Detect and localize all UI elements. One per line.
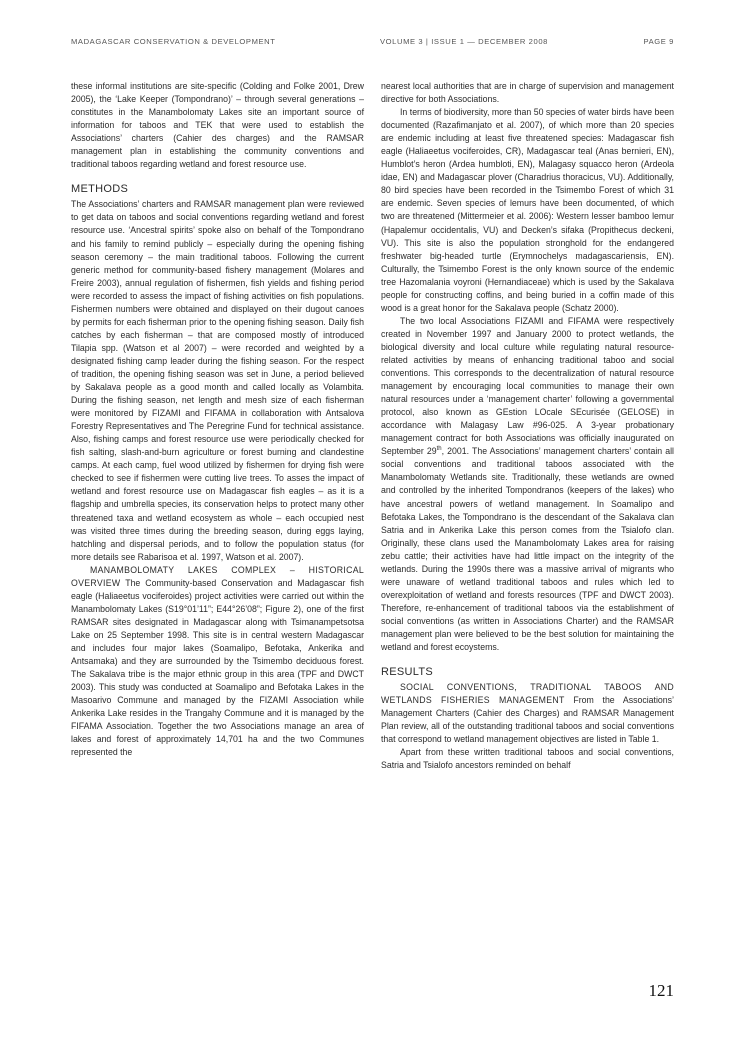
page-label: PAGE 9 xyxy=(643,37,674,46)
paragraph: In terms of biodiversity, more than 50 species of water birds have been documented (Razafimanjato et al. 2007), of which more than 20 species are endemic including at least five threatened species: Madagascar fish eagle (Haliaeetus vociferoides, CR), Madagascar teal (Anas bernieri, EN), Humblot’s heron (Ardea humbloti, EN), Malagasy squacco heron (Ardeola idae, EN) and Madagascar plover (Charadrius thoracicus, VU). Additionally, 80 bird species have been recorded in the Tsimembo Forest of which 31 are endemic. Seven species of lemurs have been documented, of which two are threatened (Mittermeier et al. 2006): Western lesser bamboo lemur (Hapalemur occidentalis, VU) and Decken’s sifaka (Propithecus deckeni, VU). This site is also the population stronghold for the endangered freshwater big-headed turtle (Erymnochelys madagascariensis, EN). Culturally, the Tsimembo Forest is the only known source of the endemic tree Hazomalania voyroni (Hernandiaceae) which is used by the Sakalava people for constructing coffins, and being buried in a coffin made of this wood is a great honor for the Sakalava people (Schatz 2000). xyxy=(381,107,674,313)
journal-name: MADAGASCAR CONSERVATION & DEVELOPMENT xyxy=(71,37,276,46)
results-heading: RESULTS xyxy=(381,666,434,679)
paragraph: Apart from these written traditional taboos and social conventions, Satria and Tsialofo ancestors reminded on behalf xyxy=(381,747,674,771)
subheading: SOCIAL CONVENTIONS, TRADITIONAL TABOOS AND WETLANDS FISHERIES MANAGEMENT xyxy=(381,682,674,706)
paragraph: The Associations’ charters and RAMSAR management plan were reviewed to get data on taboos and social conventions regarding wetland and forest resource use. ‘Ancestral spirits’ spoke also on behalf of the Tompondrano and his family to remind publicly – especially during the opening fishing season ceremony – the main traditional taboos. Following the current generic method for community-based fishery management (Molares and Freire 2003), annual regulation of fishermen, fish yields and fishing period were recorded to assess the impact of fishing activities on fish populations. Fishermen numbers were obtained and displayed on their dugout canoes by permits for each fisherman prior to the opening fishing season. Daily fish catches by each fisherman – that are composed mostly of introduced Tilapia spp. (Watson et al 2007) – were recorded and weighted by a designated fishing camp leader during the fishing season. For the respect of tradition, the opening fishing season was set in June, a period believed by Sakalava people as a good month and called locally as Volambita. During the fishing season, net length and mesh size of each fisherman were monitored by FIZAMI and FIFAMA in collaboration with Antsalova Forestry Representatives and The Peregrine Fund for technical assistance. Also, fishing camps and forest resource use were periodically checked for fish salting, slash-and-burn agriculture or forest burning and clandestine camps. At each camp, fuel wood utilized by fishermen for drying fish were checked to see if fishermen were cutting live trees. To asses the impact of wetland and forest resource use on Madagascar fish eagles – as it is a flagship and umbrella species, its conservation helps to protect many other threatened taxa and wetland ecosystem as whole – each occupied nest was visited three times during the breeding season, during eggs laying, hatchling and dispersal periods, and to follow the population status (for more details see Rabarisoa et al. 1997, Watson et al. 2007). xyxy=(71,199,364,562)
left-column xyxy=(71,80,364,759)
paragraph-with-subheading xyxy=(381,681,674,746)
paragraph-text: The Community-based Conservation and Madagascar fish eagle (Haliaeetus vociferoides) project activities were carried out within the Manambolomaty Lakes (S19°01’11”; E44°26’08”; Figure 2), one of the first RAMSAR sites designated in Madagascar along with Tsimanampetsotsa Lake on 25 September 1998. This site is in central western Madagascar and includes four major lakes (Soamalipo, Befotaka, Ankerika and Antsamaka) and they are surrounded by the Tsimembo deciduous forest. The Sakalava tribe is the major ethnic group in this area (TPF and DWCT 2003). This study was conducted at Soamalipo and Befotaka Lakes in the Masoarivo Commune and managed by the FIZAMI Association while Ankerika Lake resides in the Trangahy Commune and it is managed by the FIFAMA Association. Together the two Associations manage an area of lakes and forest of approximately 14,701 ha and the two Communes represented the xyxy=(71,577,365,758)
page-number: 121 xyxy=(648,981,674,1000)
subheading: MANAMBOLOMATY LAKES COMPLEX – HISTORICAL OVERVIEW xyxy=(71,564,364,588)
paragraph-text: , 2001. The Associations’ management charters’ contain all social conventions and traditional taboos associated with the Manambolomaty Wetlands site. Traditionally, these wetlands are owned and controlled by the inherited Tompondranos (keepers of the lakes) who have ancestral powers of wetland management. In Soamalipo and Befotaka Lakes, the Tompondrano is the descendant of the Sakalava clan Satria and in Ankerika Lake this person comes from the Tsialofo clan. Originally, these clans used the Manambolomaty Lakes area for raising zebu cattle; their activities have had little impact on the integrity of the wetlands. During the 1990s there was a massive arrival of migrants who were unaware of wetland traditional taboos and rules which led to overexploitation of wetland and forests resources (TPF and DWCT 2003). Therefore, re-enhancement of traditional taboos via the establishment of social conventions (as written in Associations Charter) and the RAMSAR management plan were believed to be the best solution for maintaining the wetland and forest ecoystems. xyxy=(381,446,674,653)
paragraph: nearest local authorities that are in charge of supervision and management directive for both Associations. xyxy=(381,81,674,105)
superscript: th xyxy=(436,446,442,453)
methods-heading: METHODS xyxy=(71,183,129,196)
paragraph-with-subheading xyxy=(71,564,364,760)
issue-info: VOLUME 3 | ISSUE 1 — DECEMBER 2008 xyxy=(380,37,548,46)
paragraph-text: The two local Associations FIZAMI and FIFAMA were respectively created in November 1997 and January 2000 to protect wetlands, the biological diversity and local culture while regulating natural resource-related activities by means of enhancing traditional taboo and social conventions. This corresponds to the decentralization of natural resource management by encouraging local communities to manage their own natural resources under a ‘management charter’ following a governmental protocol, also known as GEstion LOcale SEcurisée (GELOSE) in accordance with Malagasy Law #96-025. A 3-year probationary management contract for both Associations was officially inaugurated on September 29 xyxy=(381,315,674,457)
right-column xyxy=(381,80,674,772)
running-header xyxy=(71,37,674,49)
paragraph: these informal institutions are site-specific (Colding and Folke 2001, Drew 2005), the ‘Lake Keeper (Tompondrano)’ – through several generations – constitutes in the Manambolomaty Lakes site an important source of information for taboos and TEK that were used to establish the Associations’ charters (Cahier des charges) and the RAMSAR management plan in establishing the community conventions and traditional taboos regarding wetland and forest resource use. xyxy=(71,81,364,170)
paragraph-text: From the Associations’ Management Charters (Cahier des Charges) and RAMSAR Management Plan review, all of the outstanding traditional taboos and social conventions that correspond to wetland management objectives are listed in Table 1. xyxy=(381,695,674,745)
paragraph xyxy=(381,315,674,654)
